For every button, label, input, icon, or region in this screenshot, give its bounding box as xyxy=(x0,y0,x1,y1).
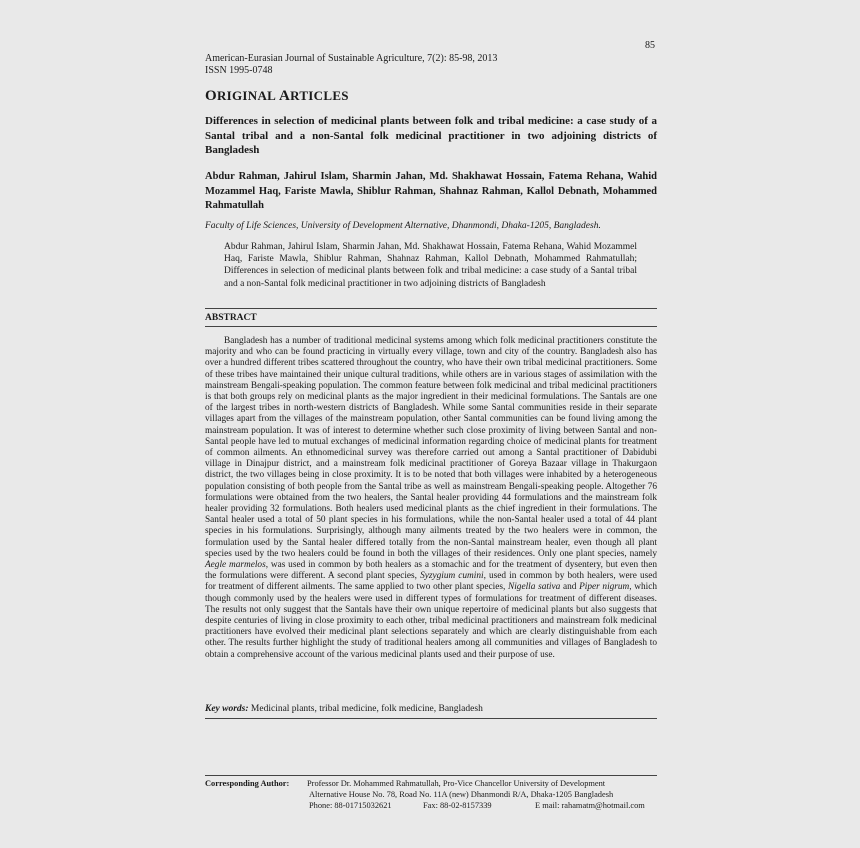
species-syzygium-cumini: Syzygium cumini xyxy=(420,571,484,582)
corresponding-name: Professor Dr. Mohammed Rahmatullah, Pro-Vice Chancellor University of Development xyxy=(307,779,606,788)
corresponding-author xyxy=(205,778,657,811)
journal-header xyxy=(205,53,497,77)
abstract-top-rule xyxy=(205,308,657,309)
species-aegle-marmelos: Aegle marmelos xyxy=(205,560,266,571)
abstract-heading: ABSTRACT xyxy=(205,313,257,323)
keywords-text: Medicinal plants, tribal medicine, folk medicine, Bangladesh xyxy=(248,704,483,714)
corresponding-address: Alternative House No. 78, Road No. 11A (new) Dhanmondi R/A, Dhaka-1205 Bangladesh xyxy=(309,790,614,799)
section-initial-o: O xyxy=(205,88,217,104)
section-rest-1: RIGINAL xyxy=(216,88,279,103)
corresponding-fax: Fax: 88-02-8157339 xyxy=(423,801,492,810)
corresponding-contacts xyxy=(205,800,657,811)
corresponding-label: Corresponding Author: xyxy=(205,779,290,788)
species-piper-nigrum: Piper nigrum xyxy=(579,582,630,593)
species-nigella-sativa: Nigella sativa xyxy=(508,582,561,593)
journal-issn: ISSN 1995-0748 xyxy=(205,65,273,76)
section-initial-a: A xyxy=(278,88,291,104)
footnote-rule xyxy=(205,775,657,776)
keywords xyxy=(205,704,483,714)
abstract-text-2: , was used in common by both healers as a stomachic and for the treatment of dysentery, but even then the formulations were different. A second plant species, xyxy=(205,560,657,582)
abstract-heading-rule xyxy=(205,326,657,327)
corresponding-phone: Phone: 88-01715032621 xyxy=(309,801,392,810)
keywords-label: Key words: xyxy=(205,704,249,714)
section-heading xyxy=(205,88,349,105)
abstract-text-3: , used in common by both healers, were used for treatment of different ailments. The same applied to two other plant species, xyxy=(205,571,657,593)
abstract-text-4: and xyxy=(560,582,580,593)
citation-block: Abdur Rahman, Jahirul Islam, Sharmin Jahan, Md. Shakhawat Hossain, Fatema Rehana, Wahid Mozammel Haq, Fariste Mawla, Shiblur Rahman, Shahnaz Rahman, Kallol Debnath, Mohammed Rahmatullah; Differences in selection of medicinal plants between folk and tribal medicine: a case study of a Santal tribal and a non-Santal folk medicinal practitioner in two adjoining districts of Bangladesh xyxy=(224,242,637,289)
corresponding-email: E mail: rahamatm@hotmail.com xyxy=(535,801,645,810)
paper-title: Differences in selection of medicinal plants between folk and tribal medicine: a case study of a Santal tribal and a non-Santal folk medicinal practitioner in two adjoining districts of Bangladesh xyxy=(205,115,657,156)
affiliation: Faculty of Life Sciences, University of Development Alternative, Dhanmondi, Dhaka-1205, Bangladesh. xyxy=(205,221,601,231)
page-number: 85 xyxy=(645,40,655,51)
author-list: Abdur Rahman, Jahirul Islam, Sharmin Jahan, Md. Shakhawat Hossain, Fatema Rehana, Wahid Mozammel Haq, Fariste Mawla, Shiblur Rahman, Shahnaz Rahman, Kallol Debnath, Mohammed Rahmatullah xyxy=(205,171,657,211)
corresponding-row xyxy=(205,778,657,789)
section-rest-2: RTICLES xyxy=(290,88,349,103)
journal-citation: American-Eurasian Journal of Sustainable Agriculture, 7(2): 85-98, 2013 xyxy=(205,53,498,64)
abstract-text-5: , which though commonly used by the healers were used in different types of formulations for treatment of different diseases. The results not only suggest that the Santals have their own unique repertoire of medicinal plants but also suggests that despite centuries of living in close proximity to each other, tribal medicinal practitioners and mainstream folk medicinal practitioners have evolved their medicinal plant selections separately and which are clearly distinguishable from each other. The results further highlight the study of traditional healers among all communities and villages of Bangladesh to obtain a comprehensive account of the various medicinal plants used and their purpose of use. xyxy=(205,582,658,660)
abstract-bottom-rule xyxy=(205,718,657,719)
abstract-text-1: Bangladesh has a number of traditional medicinal systems among which folk medicinal practitioners constitute the majority and who can be found practicing in virtually every village, town and city of the country. Bangladesh also has over a hundred different tribes scattered throughout the country, who have their own tribal medicinal practitioners. Some of these tribes have maintained their unique cultural traditions, while others are in various stages of assimilation with the mainstream Bengali-speaking population. The common feature between folk medicinal and tribal medicinal practitioners is that both groups rely on medicinal plants as the major ingredient in their medicinal formulations. The Santals are one of the largest tribes in north-western districts of Bangladesh. While some Santal communities reside in their separate villages apart from the villages of the mainstream population, other Santal communities can be found living among the mainstream population. It was of interest to determine whether such close proximity of living between Santal and non-Santal people have led to mutual exchanges of medicinal information regarding choice of medicinal plants for treatment of common ailments. An ethnomedicinal survey was therefore carried out among a Santal practitioner of Dabidubi village in Dinajpur district, and a mainstream folk medicinal practitioner of Goreya Bazaar village in Thakurgaon district, the two villages being in close proximity. It is to be noted that both villages were inhabited by a heterogeneous population consisting of both people from the Santal tribe as well as mainstream Bengali-speaking people. Altogether 76 formulations were obtained from the two healers, the Santal healer providing 44 formulations and the mainstream folk healer providing 32 formulations. Both healers used medicinal plants as the chief ingredient in their formulations. The Santal healer used a total of 50 plant species in his formulations, while the non-Santal healer used a total of 44 plant species in his formulations. Surprisingly, although many ailments treated by the two healers were in common, the formulation used by the Santal healer differed totally from the non-Santal mainstream healer, even though all plant species used by the two healers could be found in both the villages of their residences. Only one plant species, namely xyxy=(205,336,657,559)
abstract-body xyxy=(205,336,657,661)
